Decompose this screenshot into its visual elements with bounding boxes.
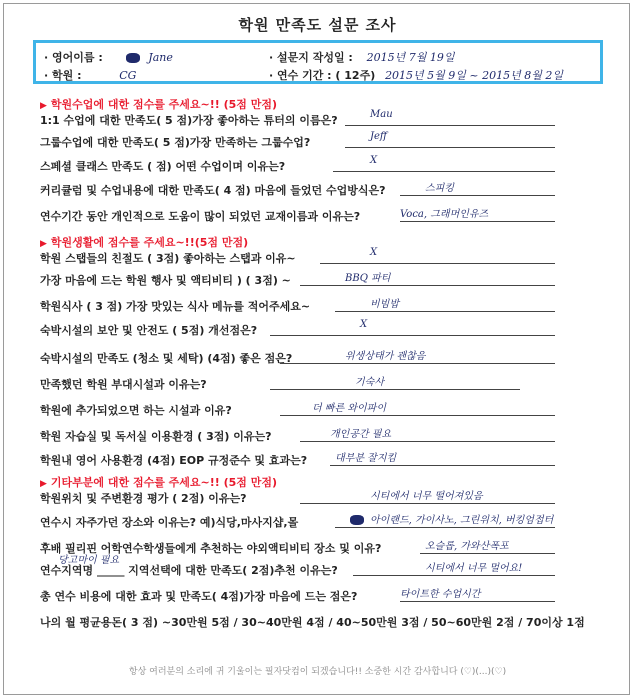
handwritten-answer: X: [370, 247, 378, 258]
answer-line: [420, 553, 555, 554]
date-label: · 설문지 작성일 :: [269, 51, 353, 64]
question-label: 학원 자습실 및 독서실 이용환경 ( 3점) 이유는?: [40, 430, 272, 443]
answer-line: [345, 125, 555, 126]
section-life-scores: ▶ 학원생활에 점수를 주세요~!!(5점 만점): [40, 236, 249, 249]
handwritten-answer: BBQ 파티: [345, 273, 391, 284]
question-label: 학원내 영어 사용환경 (4점) EOP 규정준수 및 효과는?: [40, 454, 308, 467]
answer-line: [300, 285, 555, 286]
question-label: 후배 필리핀 어학연수학생들에게 추천하는 야외액티비티 장소 및 이유?: [40, 542, 382, 555]
answer-line: [400, 221, 555, 222]
handwritten-answer: 시티에서 너무 멀어요!: [425, 563, 523, 574]
answer-line: [270, 335, 555, 336]
answer-line: [270, 389, 520, 390]
handwritten-answer: 위생상태가 괜찮음: [345, 351, 426, 362]
question-label: 학원 스탭들의 친절도 ( 3점) 좋아하는 스탭과 이유~: [40, 252, 296, 265]
question-label: 학원에 추가되었으면 하는 시설과 이유?: [40, 404, 232, 417]
handwritten-answer: Voca, 그래머인유즈: [400, 209, 489, 220]
answer-line: [345, 147, 555, 148]
english-name-field: [44, 49, 173, 65]
answer-line: [300, 441, 555, 442]
question-label: 연수기간 동안 개인적으로 도움이 많이 되었던 교재이름과 이유는?: [40, 210, 361, 223]
handwritten-answer: 더 빠른 와이파이: [312, 403, 386, 414]
period-label: · 연수 기간 : ( 12주): [269, 69, 376, 82]
answer-line: [300, 503, 555, 504]
answer-line: [330, 465, 555, 466]
question-label: 만족했던 학원 부대시설과 이유는?: [40, 378, 207, 391]
scribble-mark: [126, 53, 140, 63]
date-field: [269, 49, 455, 65]
answer-line: [280, 363, 555, 364]
academy-value: CG: [119, 69, 137, 82]
question-label: 연수시 자주가던 장소와 이유는? 예)식당,마사지샵,몰: [40, 516, 299, 529]
answer-line: [280, 415, 555, 416]
academy-label: · 학원 :: [44, 69, 82, 82]
answer-line: [400, 195, 555, 196]
handwritten-answer: 오슬롭, 가와산폭포: [425, 541, 509, 552]
handwritten-answer: 아이랜드, 가이사노, 그린위치, 버킹엄접터: [370, 515, 554, 526]
info-box: [33, 40, 603, 84]
handwritten-answer: Mau: [370, 109, 393, 120]
english-name-label: · 영어이름 :: [44, 51, 103, 64]
date-value: 2015년 7월 19일: [366, 51, 455, 64]
question-label: 스페셜 클래스 만족도 ( 점) 어떤 수업이며 이유는?: [40, 160, 286, 173]
handwritten-answer: 스피킹: [425, 183, 454, 194]
footer-note: 항상 여러분의 소리에 귀 기울이는 필자닷컴이 되겠습니다!! 소중한 시간 감사합니다 (♡)(...)(♡): [128, 667, 507, 677]
handwritten-answer: 시티에서 너무 떨어져있음: [370, 491, 483, 502]
answer-line: [353, 575, 555, 576]
question-label: 나의 월 평균용돈( 3 점) ~30만원 5점 / 30~40만원 4점 / 40~50만원 3점 / 50~60만원 2점 / 70이상 1점: [40, 616, 585, 629]
answer-line: [335, 311, 555, 312]
question-label: 그룹수업에 대한 만족도( 5 점)가장 만족하는 그룹수업?: [40, 136, 311, 149]
handwritten-answer: 타이트한 수업시간: [400, 589, 481, 600]
scribble-mark: [350, 515, 364, 525]
section-life-title: 학원생활에 점수를 주세요~!!(5점 만점): [50, 236, 249, 249]
question-label: 연수지역명 _____ 지역선택에 대한 만족도( 2점)추천 이유는?: [40, 564, 338, 577]
section-class-title: 학원수업에 대한 점수를 주세요~!! (5점 만점): [50, 98, 278, 111]
english-name-value: Jane: [148, 51, 173, 64]
question-label: 1:1 수업에 대한 만족도( 5 점)가장 좋아하는 튜터의 이름은?: [40, 114, 338, 127]
question-label: 숙박시설의 만족도 (청소 및 세탁) (4점) 좋은 점은?: [40, 352, 293, 365]
answer-line: [400, 601, 555, 602]
handwritten-answer: X: [360, 319, 368, 330]
section-etc-scores: ▶ 기타부분에 대한 점수를 주세요~!! (5점 만점): [40, 476, 278, 489]
page-title: 학원 만족도 설문 조사: [238, 16, 397, 34]
handwritten-answer: 비빔밥: [370, 299, 399, 310]
answer-line: [320, 263, 555, 264]
question-label: 숙박시설의 보안 및 안전도 ( 5점) 개선점은?: [40, 324, 258, 337]
extra-note: 당고마이 필요: [58, 555, 120, 566]
section-etc-title: 기타부분에 대한 점수를 주세요~!! (5점 만점): [50, 476, 278, 489]
question-label: 커리큘럼 및 수업내용에 대한 만족도( 4 점) 마음에 들었던 수업방식은?: [40, 184, 386, 197]
question-label: 가장 마음에 드는 학원 행사 및 액티비티 ) ( 3점) ~: [40, 274, 291, 287]
handwritten-answer: Jeff: [370, 131, 388, 142]
answer-line: [335, 527, 555, 528]
period-value: 2015년 5월 9일 ~ 2015년 8월 2일: [385, 69, 563, 82]
question-label: 총 연수 비용에 대한 효과 및 만족도( 4점)가장 마음에 드는 점은?: [40, 590, 358, 603]
period-field: [269, 67, 563, 83]
section-class-scores: ▶ 학원수업에 대한 점수를 주세요~!! (5점 만점): [40, 98, 278, 111]
handwritten-answer: 대부분 잘지킴: [335, 453, 397, 464]
question-label: 학원위치 및 주변환경 평가 ( 2점) 이유는?: [40, 492, 247, 505]
question-label: 학원식사 ( 3 점) 가장 맛있는 식사 메뉴를 적어주세요~: [40, 300, 311, 313]
academy-field: [44, 67, 136, 83]
handwritten-answer: 개인공간 필요: [330, 429, 392, 440]
answer-line: [333, 171, 555, 172]
handwritten-answer: 기숙사: [355, 377, 384, 388]
handwritten-answer: X: [370, 155, 378, 166]
